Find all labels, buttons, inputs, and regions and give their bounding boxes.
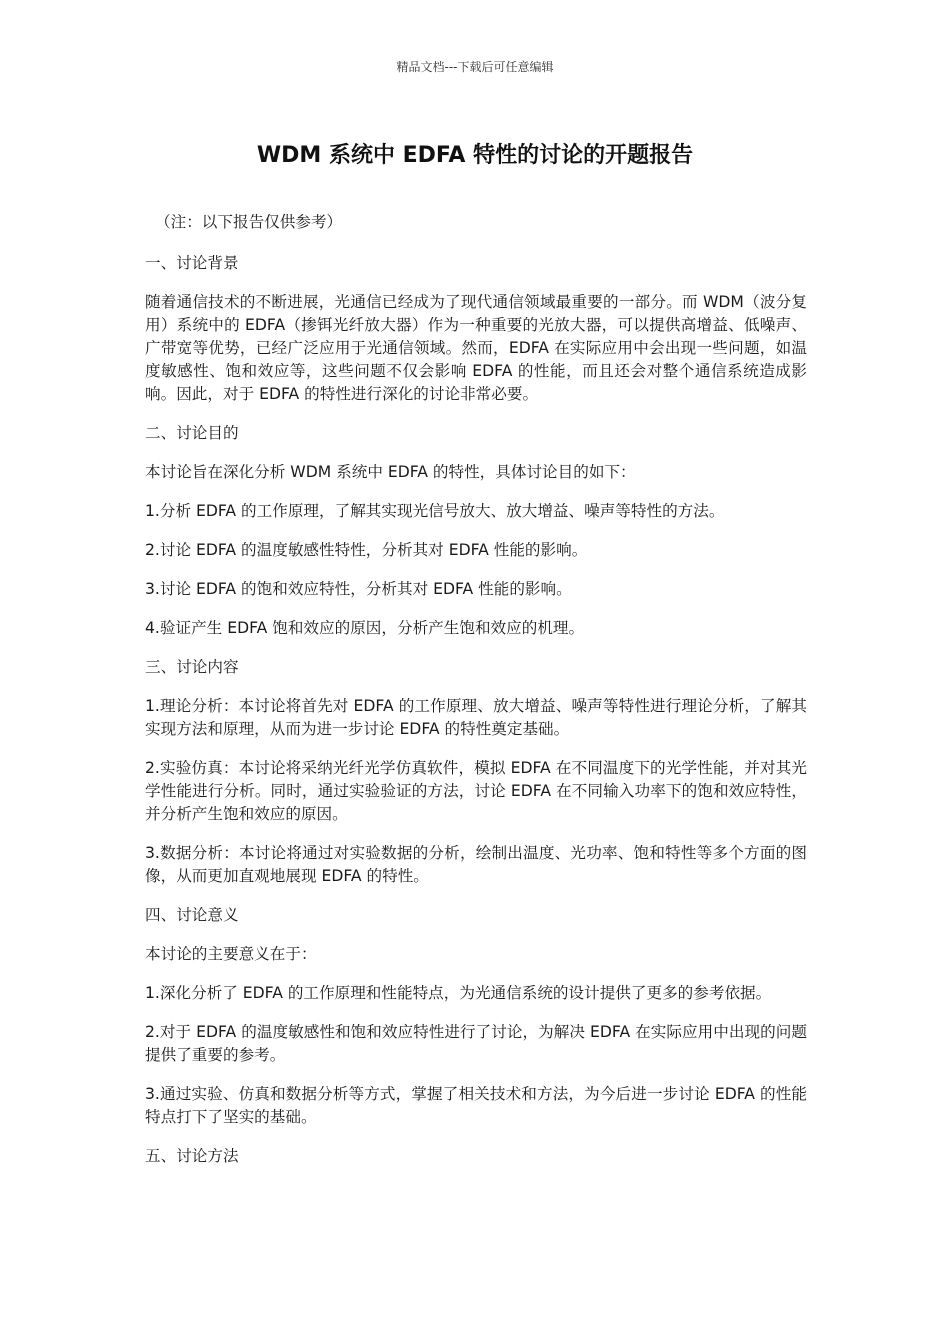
paragraph: 随着通信技术的不断进展，光通信已经成为了现代通信领域最重要的一部分。而 WDM（波分复用）系统中的 EDFA（掺铒光纤放大器）作为一种重要的光放大器，可以提供高增益、低噪声、广带宽等优势，已经广泛应用于光通信领域。然而，EDFA 在实际应用中会出现一些问题，如温度敏感性、饱和效应等，这些问题不仅会影响 EDFA 的性能，而且还会对整个通信系统造成影响。因此，对于 EDFA 的特性进行深化的讨论非常必要。 (145, 293, 807, 403)
document-title: WDM 系统中 EDFA 特性的讨论的开题报告 (256, 143, 694, 168)
header-note: 精品文档---下载后可任意编辑 (396, 60, 554, 74)
list-item: 3.讨论 EDFA 的饱和效应特性，分析其对 EDFA 性能的影响。 (145, 580, 572, 598)
paragraph: 本讨论旨在深化分析 WDM 系统中 EDFA 的特性，具体讨论目的如下： (145, 463, 636, 481)
list-item: 2.对于 EDFA 的温度敏感性和饱和效应特性进行了讨论，为解决 EDFA 在实际应用中出现的问题提供了重要的参考。 (145, 1023, 807, 1064)
section-heading: 四、讨论意义 (145, 906, 239, 924)
section-heading: 一、讨论背景 (145, 254, 239, 272)
section-heading: 二、讨论目的 (145, 424, 239, 442)
list-item: 1.深化分析了 EDFA 的工作原理和性能特点，为光通信系统的设计提供了更多的参考依据。 (145, 984, 772, 1002)
paragraph: 本讨论的主要意义在于： (145, 945, 317, 963)
list-item: 2.实验仿真：本讨论将采纳光纤光学仿真软件，模拟 EDFA 在不同温度下的光学性能，并对其光学性能进行分析。同时，通过实验验证的方法，讨论 EDFA 在不同输入功率下的饱和效应特性，并分析产生饱和效应的原因。 (145, 759, 807, 823)
list-item: 2.讨论 EDFA 的温度敏感性特性，分析其对 EDFA 性能的影响。 (145, 541, 588, 559)
list-item: 3.数据分析：本讨论将通过对实验数据的分析，绘制出温度、光功率、饱和特性等多个方面的图像，从而更加直观地展现 EDFA 的特性。 (145, 844, 807, 885)
list-item: 1.理论分析：本讨论将首先对 EDFA 的工作原理、放大增益、噪声等特性进行理论分析，了解其实现方法和原理，从而为进一步讨论 EDFA 的特性奠定基础。 (145, 697, 807, 738)
section-heading: 三、讨论内容 (145, 658, 239, 676)
document-body (145, 211, 807, 1184)
disclaimer-note: （注：以下报告仅供参考） (155, 213, 343, 231)
list-item: 1.分析 EDFA 的工作原理，了解其实现光信号放大、放大增益、噪声等特性的方法。 (145, 502, 725, 520)
list-item: 3.通过实验、仿真和数据分析等方式，掌握了相关技术和方法，为今后进一步讨论 EDFA 的性能特点打下了坚实的基础。 (145, 1085, 807, 1126)
section-heading: 五、讨论方法 (145, 1147, 239, 1165)
list-item: 4.验证产生 EDFA 饱和效应的原因，分析产生饱和效应的机理。 (145, 619, 585, 637)
